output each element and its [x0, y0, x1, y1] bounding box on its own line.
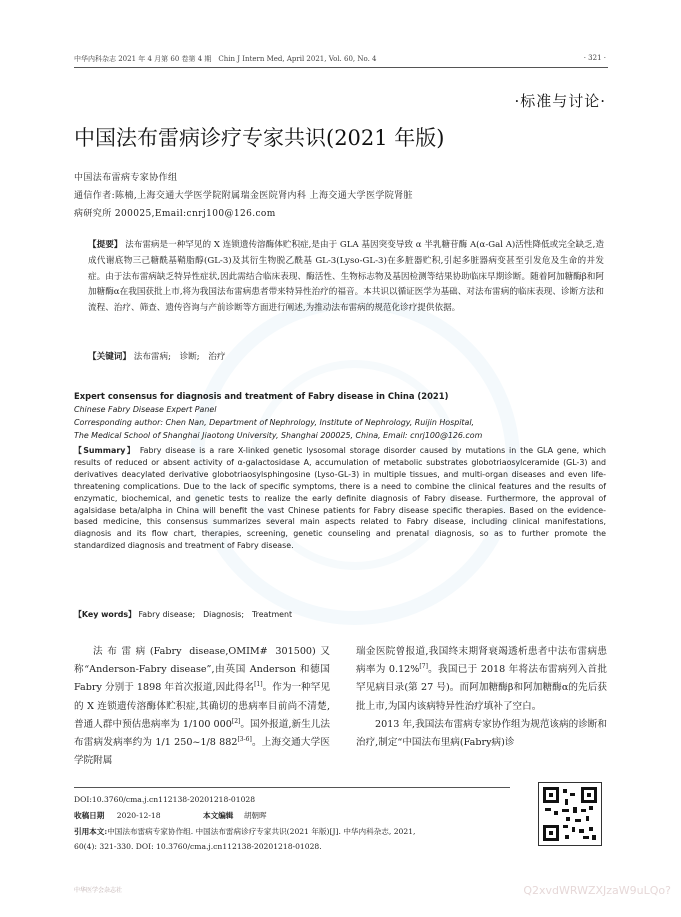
body-left-column	[74, 643, 330, 770]
english-title: Expert consensus for diagnosis and treatment of Fabry disease in China (2021)	[74, 391, 449, 401]
citation[interactable]: [1]	[254, 681, 263, 689]
english-keywords	[74, 609, 606, 621]
english-group: Chinese Fabry Disease Expert Panel	[74, 405, 217, 414]
doi[interactable]: DOI:10.3760/cma.j.cn112138-20201218-01028	[74, 795, 256, 804]
citation[interactable]: [3-6]	[237, 735, 252, 743]
received-date	[74, 810, 267, 821]
english-keywords-text: Fabry disease; Diagnosis; Treatment	[138, 610, 293, 619]
running-head: 中华内科杂志 2021 年 4 月第 60 卷第 4 期 Chin J Intern Med, April 2021, Vol. 60, No. 4	[74, 55, 377, 63]
citation-line	[74, 826, 415, 837]
body-text: 法布雷病(Fabry disease,OMIM# 301500)又称“Anderson-Fabry disease”,由英国 Anderson 和德国 Fabry 分别于 1898 年首次报道,因此得名	[74, 646, 330, 694]
qr-code-icon[interactable]	[538, 782, 602, 846]
keywords-cn	[88, 350, 604, 366]
citation[interactable]: [2]	[231, 717, 241, 725]
received-label: 收稿日期	[74, 811, 105, 820]
section-label: ·标准与讨论·	[514, 92, 606, 110]
english-summary	[74, 445, 606, 552]
author-group: 中国法布雷病专家协作组	[74, 173, 178, 183]
body-text: 。上海交通大学医学院附属	[74, 737, 331, 767]
cite-text: 中国法布雷病专家协作组. 中国法布雷病诊疗专家共识(2021 年版)[J]. 中华内科杂志, 2021,	[107, 827, 416, 836]
editor-label: 本文编辑	[203, 811, 234, 820]
keywords-label: 【关键词】	[88, 352, 131, 362]
summary-text: Fabry disease is a rare X-linked genetic lysosomal storage disorder caused by mutations in the GLA gene, which results of reduced or absent activity of α-galactosidase A, accumulation of metabolic substrates globotriaosylceramide (GL-3) and derivatives deacylated derivative globotriaosylsphingosine (Lyso-GL-3) in multiple tissues, and multi-organ diseases and even life-threatening complications. Due to the lack of specific symptoms, there is a need to combine the clinical features and the results of enzymatic, biochemical, and genetic tests to realize the early definite diagnosis of Fabry disease. Furthermore, the approval of agalsidase beta/alpha in China will benefit the vast Chinese patients for Fabry disease specific therapies. Based on the evidence-based medicine, this consensus summarizes several main aspects related to Fabry disease, including clinical manifestations, diagnosis and its flow chart, therapies, screening, genetic counseling and prenatal diagnosis, so as to further promote the standardized diagnosis and treatment of Fabry disease.	[74, 446, 606, 551]
corresponding-author: 通信作者:陈楠,上海交通大学医学院附属瑞金医院肾内科 上海交通大学医学院肾脏	[74, 191, 413, 201]
body-text: 2013 年,我国法布雷病专家协作组为规范该病的诊断和治疗,制定“中国法布里病(Fabry病)诊	[356, 718, 607, 749]
body-text: 。国外报道,新生儿法布雷病发病率约为 1/1 250~1/8 882	[74, 718, 330, 749]
abstract-cn	[88, 238, 604, 317]
body-text: 。作为一种罕见的 X 连锁遗传溶酶体贮积症,其确切的患病率目前尚不清楚,普通人群中预估患病率为 1/100 000	[74, 682, 330, 730]
english-corresponding-cont: The Medical School of Shanghai Jiaotong University, Shanghai 200025, China, Email: cnrj100@126.com	[74, 431, 483, 440]
body-right-column	[356, 643, 607, 752]
publisher-logo: 中华医学会杂志社	[74, 887, 123, 894]
abstract-label: 【提要】	[88, 240, 123, 250]
english-keywords-label: 【Key words】	[74, 610, 136, 619]
body-text: 。我国已于 2018 年将法布雷病列入首批罕见病目录(第 27 号)。而阿加糖酶β和阿加糖酶α的先后获批上市,为国内该病特异性治疗填补了空白。	[356, 664, 607, 712]
keywords-text: 法布雷病; 诊断; 治疗	[133, 352, 226, 362]
footer-rule	[74, 787, 510, 788]
editor-value: 胡朝晖	[243, 811, 267, 820]
body-text: 瑞金医院曾报道,我国终末期肾衰竭透析患者中法布雷病患病率为 0.12%	[356, 646, 607, 676]
watermark-code: Q2xvdWRWZXJzaW9uLQo?	[523, 884, 671, 897]
english-corresponding: Corresponding author: Chen Nan, Department of Nephrology, Institute of Nephrology, Ruijin Hospital,	[74, 418, 475, 427]
citation[interactable]: [7]	[419, 663, 428, 671]
corresponding-author-cont: 病研究所 200025,Email:cnrj100@126.com	[74, 209, 276, 219]
header-rule	[74, 67, 608, 68]
received-value: 2020-12-18	[116, 811, 161, 820]
article-title: 中国法布雷病诊疗专家共识(2021 年版)	[74, 126, 445, 150]
cite-label: 引用本文:	[74, 827, 108, 836]
summary-label: 【Summary】	[74, 446, 136, 455]
citation-line-cont: 60(4): 321-330. DOI: 10.3760/cma.j.cn112138-20201218-01028.	[74, 842, 322, 851]
page-number: · 321 ·	[583, 54, 606, 62]
abstract-text: 法布雷病是一种罕见的 X 连锁遗传溶酶体贮积症,是由于 GLA 基因突变导致 α 半乳糖苷酶 A(α-Gal A)活性降低或完全缺乏,造成代谢底物三己糖酰基鞘脂醇(GL-3)及其衍生物脱乙酰基 GL-3(Lyso-GL-3)在多脏器贮积,引起多脏器病变甚至引发危及生命的并发症。由于法布雷病缺乏特异性症状,因此需结合临床表现、酶活性、生物标志物及基因检测等结果协助临床早期诊断。随着阿加糖酶β和阿加糖酶α在我国获批上市,将为我国法布雷病患者带来特异性治疗的福音。本共识以循证医学为基础、对法布雷病的临床表现、诊断方法和流程、治疗、筛查、遗传咨询与产前诊断等方面进行阐述,为推动法布雷病的规范化诊疗提供依据。	[88, 240, 604, 314]
